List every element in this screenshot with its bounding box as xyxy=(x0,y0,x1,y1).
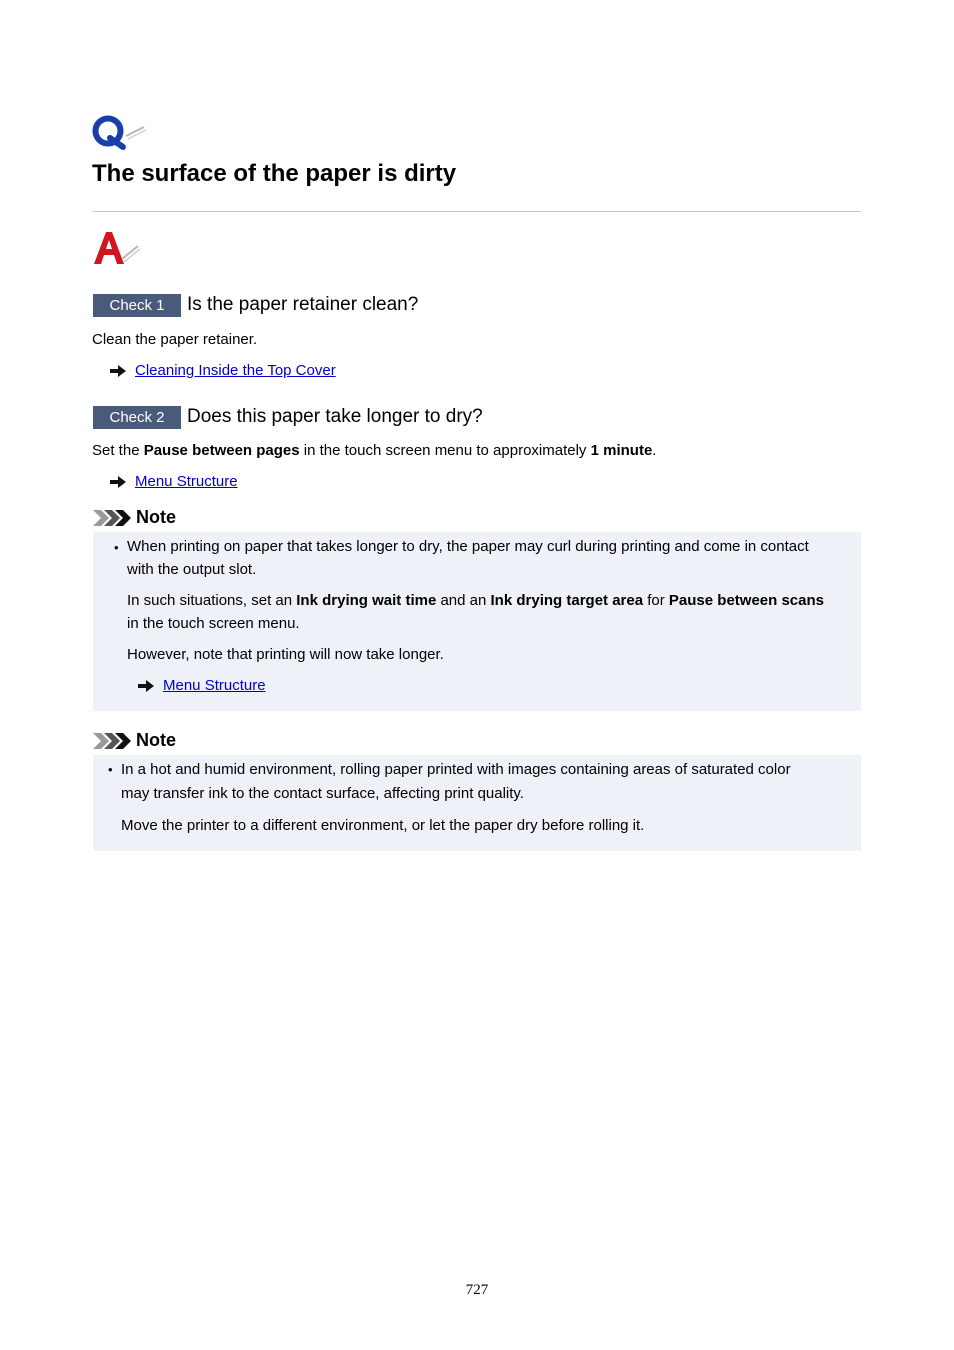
check-2-link-row xyxy=(110,473,238,490)
note-2-paragraph-2: Move the printer to a different environment, or let the paper dry before rolling it. xyxy=(121,817,645,834)
note-1-link-row xyxy=(138,677,266,694)
body-text: in the touch screen menu to approximately xyxy=(299,442,591,459)
check-1-question: Is the paper retainer clean? xyxy=(187,294,419,315)
answer-a-icon xyxy=(92,229,142,267)
check-1-badge: Check 1 xyxy=(93,294,181,317)
menu-structure-link[interactable]: Menu Structure xyxy=(135,473,238,490)
note-1-label: Note xyxy=(136,507,176,527)
body-text: Set the xyxy=(92,442,144,459)
note-1-line-2: with the output slot. xyxy=(127,561,257,578)
cleaning-inside-top-cover-link[interactable]: Cleaning Inside the Top Cover xyxy=(135,362,336,379)
arrow-right-icon xyxy=(110,365,126,377)
body-text: . xyxy=(652,442,657,459)
check-1-heading xyxy=(93,293,418,317)
check-1-link-row xyxy=(110,362,336,379)
body-text: and an xyxy=(436,592,491,609)
note-1-paragraph-2 xyxy=(127,592,824,609)
note-2-heading xyxy=(93,730,176,751)
one-minute-term: 1 minute xyxy=(590,442,653,459)
note-2-line-2: may transfer ink to the contact surface, affecting print quality. xyxy=(121,785,524,802)
note-1-paragraph-3: However, note that printing will now take longer. xyxy=(127,646,444,663)
ink-drying-target-area-term: Ink drying target area xyxy=(490,592,644,609)
page-number: 727 xyxy=(465,1282,489,1298)
question-q-icon xyxy=(92,112,150,152)
body-text: In such situations, set an xyxy=(127,592,297,609)
check-2-heading xyxy=(93,405,483,429)
bullet: • xyxy=(108,762,113,777)
note-2-box xyxy=(93,755,861,851)
note-2-line-1: In a hot and humid environment, rolling paper printed with images containing areas of saturated color xyxy=(121,761,791,778)
arrow-right-icon xyxy=(110,476,126,488)
check-2-question: Does this paper take longer to dry? xyxy=(187,406,483,427)
title-divider xyxy=(92,211,861,212)
note-chevrons-icon xyxy=(93,510,131,526)
check-2-badge: Check 2 xyxy=(93,406,181,429)
arrow-right-icon xyxy=(138,680,154,692)
note-1-line-1: When printing on paper that takes longer to dry, the paper may curl during printing and come in contact xyxy=(127,538,809,555)
note-1-paragraph-2-cont: in the touch screen menu. xyxy=(127,615,300,632)
pause-between-pages-term: Pause between pages xyxy=(143,442,300,459)
pause-between-scans-term: Pause between scans xyxy=(668,592,824,609)
page-title: The surface of the paper is dirty xyxy=(92,160,457,187)
check-2-body xyxy=(92,442,656,459)
ink-drying-wait-time-term: Ink drying wait time xyxy=(296,592,437,609)
body-text: for xyxy=(643,592,669,609)
note-1-box xyxy=(93,532,861,711)
note-1-heading xyxy=(93,507,176,528)
note-chevrons-icon xyxy=(93,733,131,749)
bullet: • xyxy=(114,540,119,555)
check-1-body: Clean the paper retainer. xyxy=(92,331,258,348)
note-2-label: Note xyxy=(136,730,176,750)
menu-structure-link[interactable]: Menu Structure xyxy=(163,677,266,694)
